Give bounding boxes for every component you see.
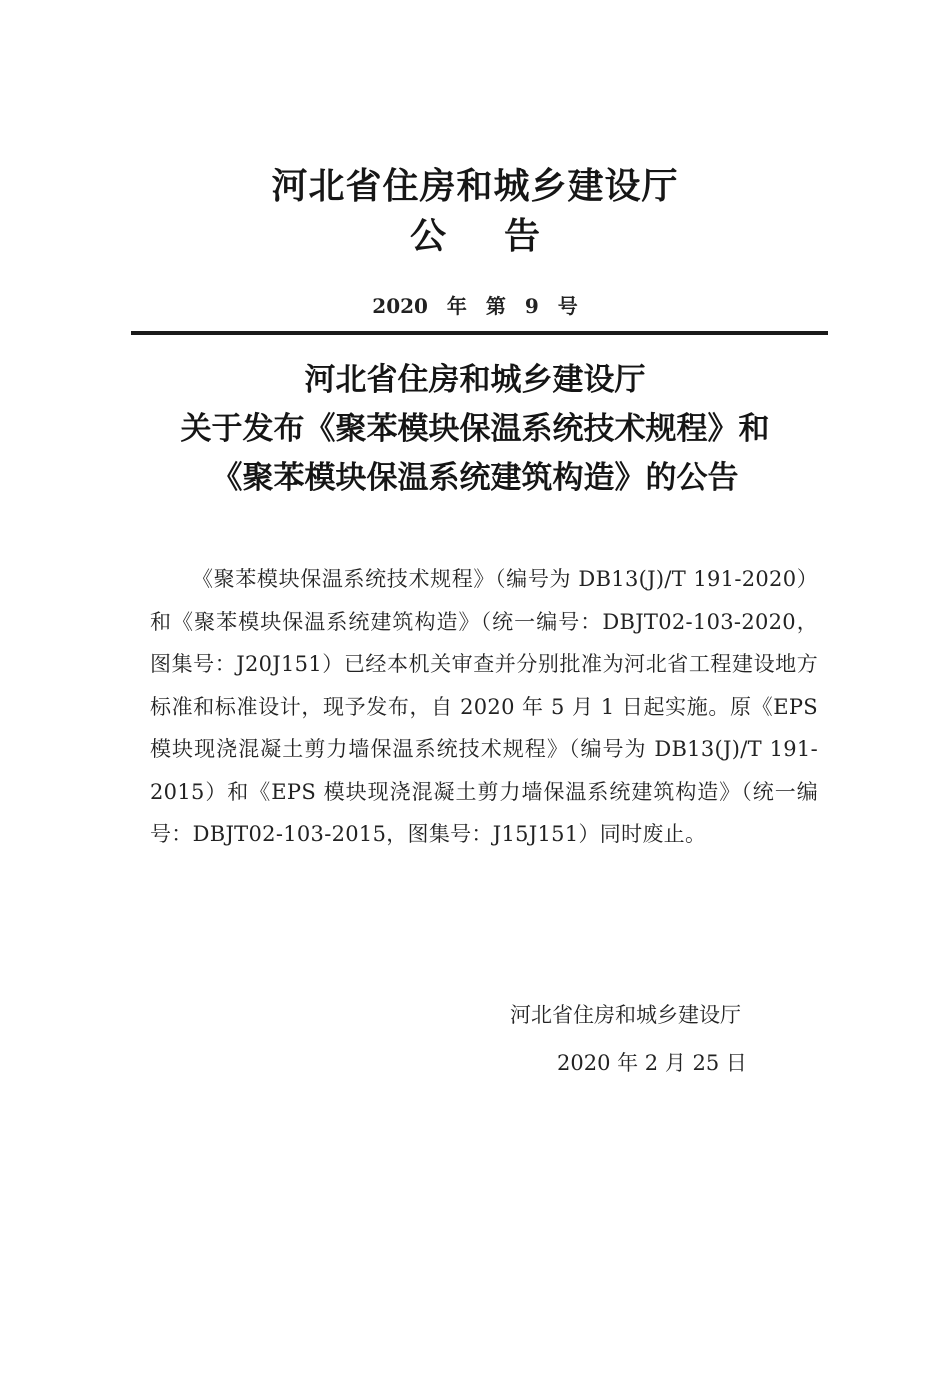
announcement-number: 2020 年 第 9 号 bbox=[372, 294, 578, 318]
announcement-title bbox=[0, 356, 950, 503]
document-type-header: 公告 bbox=[409, 215, 598, 257]
header-divider bbox=[131, 331, 828, 335]
title-line-3: 《聚苯模块保温系统建筑构造》的公告 bbox=[211, 460, 739, 496]
title-line-1: 河北省住房和城乡建设厅 bbox=[304, 362, 646, 398]
title-line-2: 关于发布《聚苯模块保温系统技术规程》和 bbox=[180, 411, 770, 447]
signature-date: 2020 年 2 月 25 日 bbox=[557, 1051, 747, 1075]
announcement-body: 《聚苯模块保温系统技术规程》（编号为 DB13(J)/T 191-2020）和《聚苯模块保温系统建筑构造》（统一编号：DBJT02-103-2020，图集号：J20J151）已经本机关审查并分别批准为河北省工程建设地方标准和标准设计，现予发布，自 2020 年 5 月 1 日起实施。原《EPS 模块现浇混凝土剪力墙保温系统技术规程》（编号为 DB13(J)/T 191-2015）和《EPS 模块现浇混凝土剪力墙保温系统建筑构造》（统一编号：DBJT02-103-2015，图集号：J15J151）同时废止。 bbox=[150, 567, 818, 846]
signature-organization: 河北省住房和城乡建设厅 bbox=[510, 1003, 741, 1027]
issuing-organization-header: 河北省住房和城乡建设厅 bbox=[271, 165, 679, 207]
